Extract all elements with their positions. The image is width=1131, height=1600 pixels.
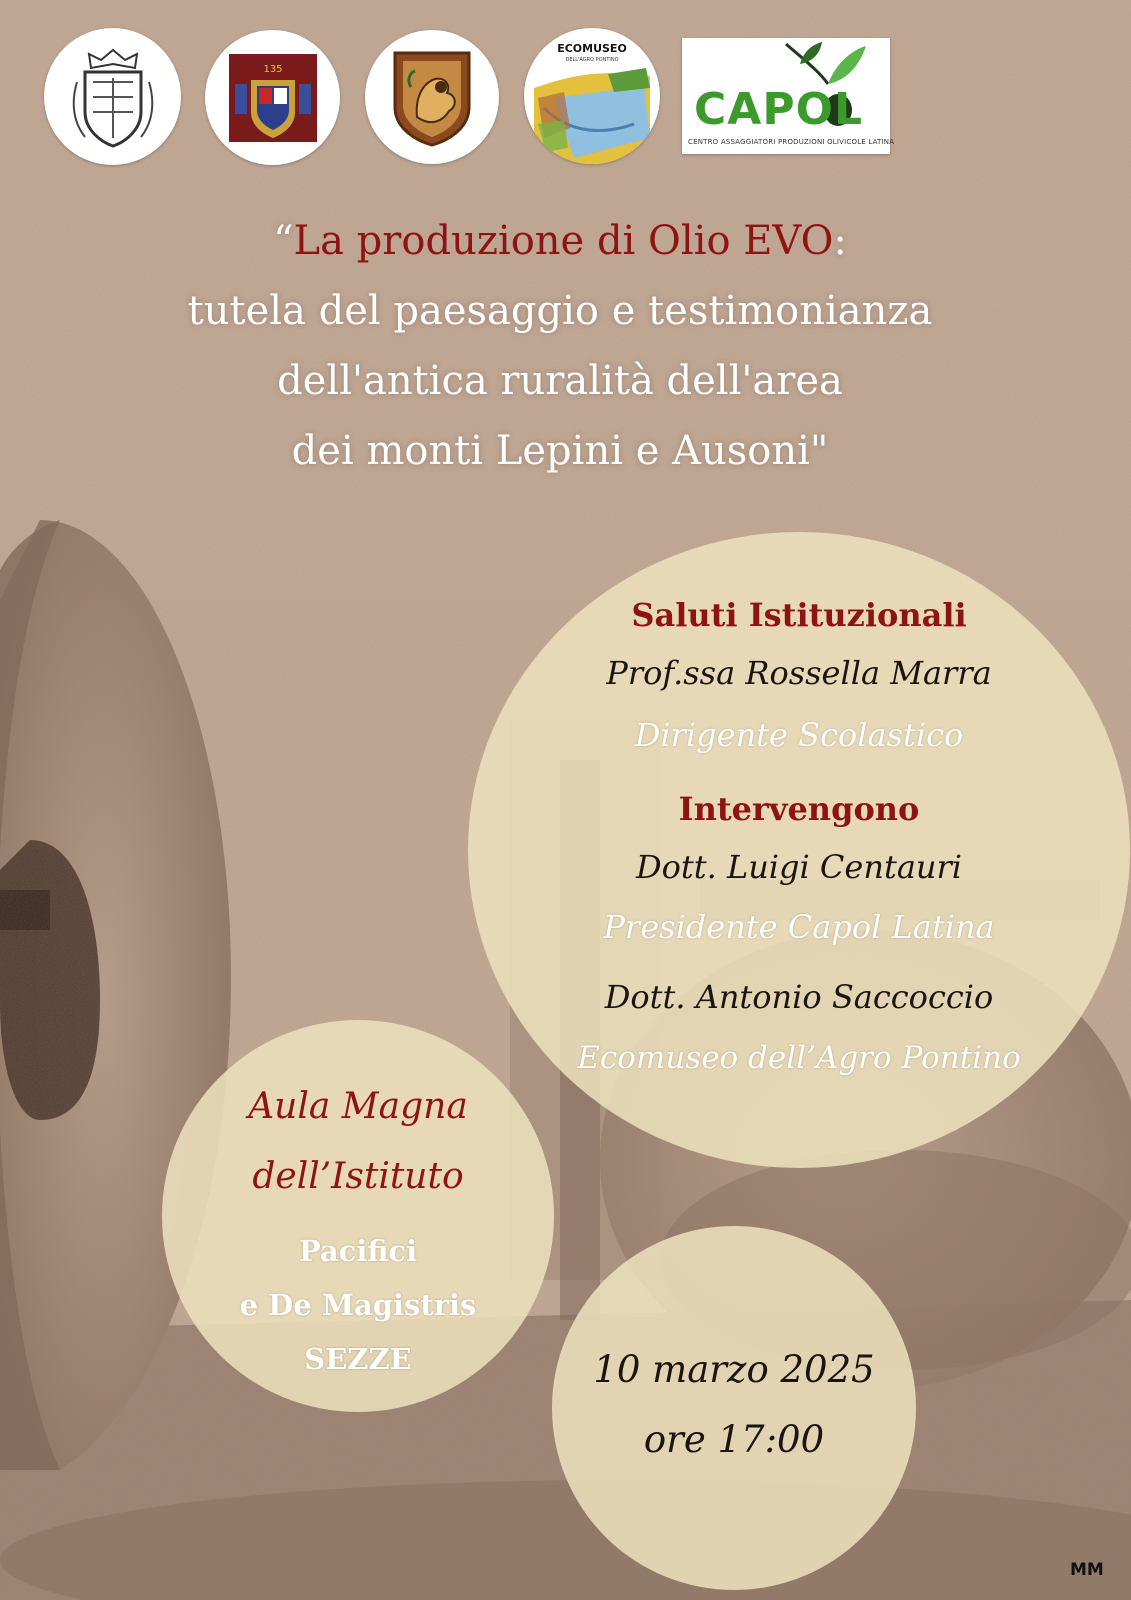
ecomuseo-logo-subtext: DELL'AGRO PONTINO xyxy=(565,57,619,63)
title-line-4: dei monti Lepini e Ausoni" xyxy=(291,428,829,474)
greeting-role: Dirigente Scolastico xyxy=(634,716,964,754)
venue-line-1: Aula Magna xyxy=(248,1086,468,1127)
capol-logo-text: CAPOL xyxy=(694,84,864,135)
venue-line-5: SEZZE xyxy=(304,1342,412,1376)
venue-line-3: Pacifici xyxy=(298,1234,418,1268)
event-time: ore 17:00 xyxy=(643,1418,825,1461)
ecomuseo-logo-text: ECOMUSEO xyxy=(557,42,627,55)
city-coat-of-arms-icon xyxy=(63,42,163,152)
svg-text:135: 135 xyxy=(262,63,283,75)
title-line-1 xyxy=(60,206,1060,276)
title-line-2: tutela del paesaggio e testimonianza xyxy=(187,288,933,334)
date-circle xyxy=(552,1226,916,1590)
program-circle xyxy=(468,532,1130,1168)
school-crest-logo xyxy=(205,30,340,165)
speakers-heading: Intervengono xyxy=(678,790,920,828)
speaker-2-role: Ecomuseo dell’Agro Pontino xyxy=(577,1040,1021,1076)
lion-crest-logo xyxy=(365,30,499,164)
school-crest-icon xyxy=(225,50,321,146)
venue-circle xyxy=(162,1020,554,1412)
speaker-2-name: Dott. Antonio Saccoccio xyxy=(604,978,994,1016)
title-highlight: La produzione di Olio EVO xyxy=(293,218,834,264)
ecomuseo-logo xyxy=(524,28,660,164)
event-title xyxy=(60,206,1060,486)
greeting-heading: Saluti Istituzionali xyxy=(631,596,967,634)
designer-signature: MM xyxy=(1070,1560,1104,1580)
city-coat-of-arms-logo xyxy=(44,28,181,165)
event-date: 10 marzo 2025 xyxy=(593,1348,875,1391)
venue-line-2: dell’Istituto xyxy=(252,1156,464,1197)
speaker-1-name: Dott. Luigi Centauri xyxy=(635,848,963,886)
title-open-quote: “ xyxy=(273,218,294,264)
speaker-1-role: Presidente Capol Latina xyxy=(603,908,995,946)
lion-crest-icon xyxy=(387,47,477,147)
greeting-name: Prof.ssa Rossella Marra xyxy=(606,654,992,692)
capol-logo xyxy=(682,38,895,154)
title-colon: : xyxy=(833,218,847,264)
capol-logo-subtext: CENTRO ASSAGGIATORI PRODUZIONI OLIVICOLE LATINA xyxy=(688,138,895,146)
venue-line-4: e De Magistris xyxy=(239,1288,477,1322)
title-line-3: dell'antica ruralità dell'area xyxy=(277,358,843,404)
